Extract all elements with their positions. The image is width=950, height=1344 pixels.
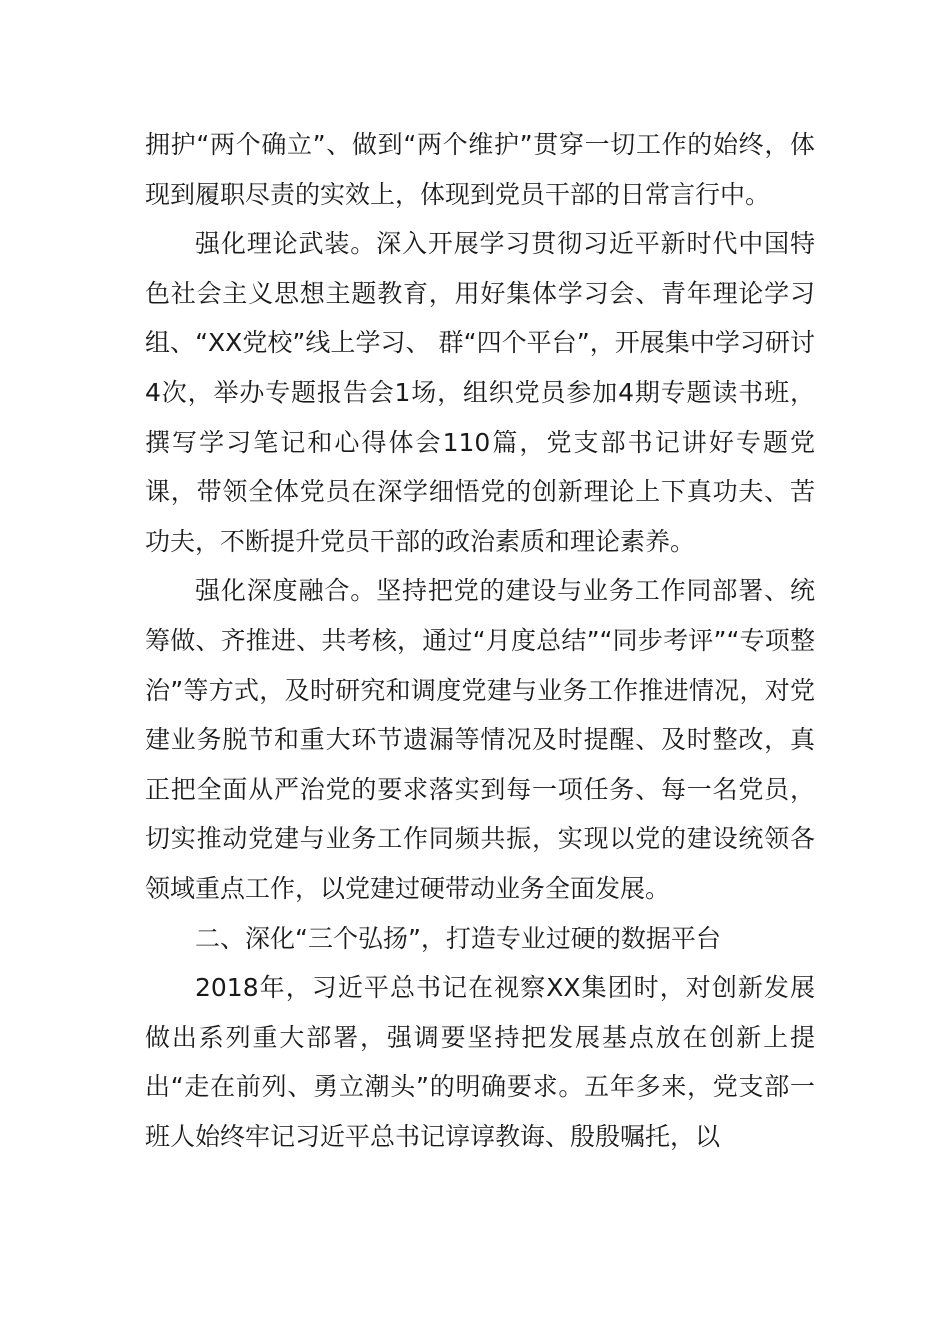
- paragraph-deep-integration: 强化深度融合。坚持把党的建设与业务工作同部署、统筹做、齐推进、共考核，通过“月度总结”“同步考评”“专项整治”等方式，及时研究和调度党建与业务工作推进情况，对党建业务脱节和重大环节遗漏等情况及时提醒、及时整改，真正把全面从严治党的要求落实到每一项任务、每一名党员，切实推动党建与业务工作同频共振，实现以党的建设统领各领域重点工作，以党建过硬带动业务全面发展。: [145, 576, 815, 903]
- body-text: [145, 120, 815, 1161]
- paragraph-theory-study: 强化理论武装。深入开展学习贯彻习近平新时代中国特色社会主义思想主题教育，用好集体学习会、青年理论学习组、“XX党校”线上学习、 群“四个平台”，开展集中学习研讨4次，举办专题报告会1场，组织党员参加4期专题读书班，撰写学习笔记和心得体会110篇，党支部书记讲好专题党课，带领全体党员在深学细悟党的创新理论上下真功夫、苦功夫，不断提升党员干部的政治素质和理论素养。: [145, 229, 815, 556]
- section-heading-2: 二、深化“三个弘扬”，打造专业过硬的数据平台: [195, 923, 721, 953]
- paragraph-2018: 2018年，习近平总书记在视察XX集团时，对创新发展做出系列重大部署，强调要坚持把发展基点放在创新上提出“走在前列、勇立潮头”的明确要求。五年多来，党支部一班人始终牢记习近平总书记谆谆教诲、殷殷嘱托，以: [145, 973, 815, 1151]
- paragraph-continuation: 拥护“两个确立”、做到“两个维护”贯穿一切工作的始终，体现到履职尽责的实效上，体现到党员干部的日常言行中。: [145, 130, 815, 209]
